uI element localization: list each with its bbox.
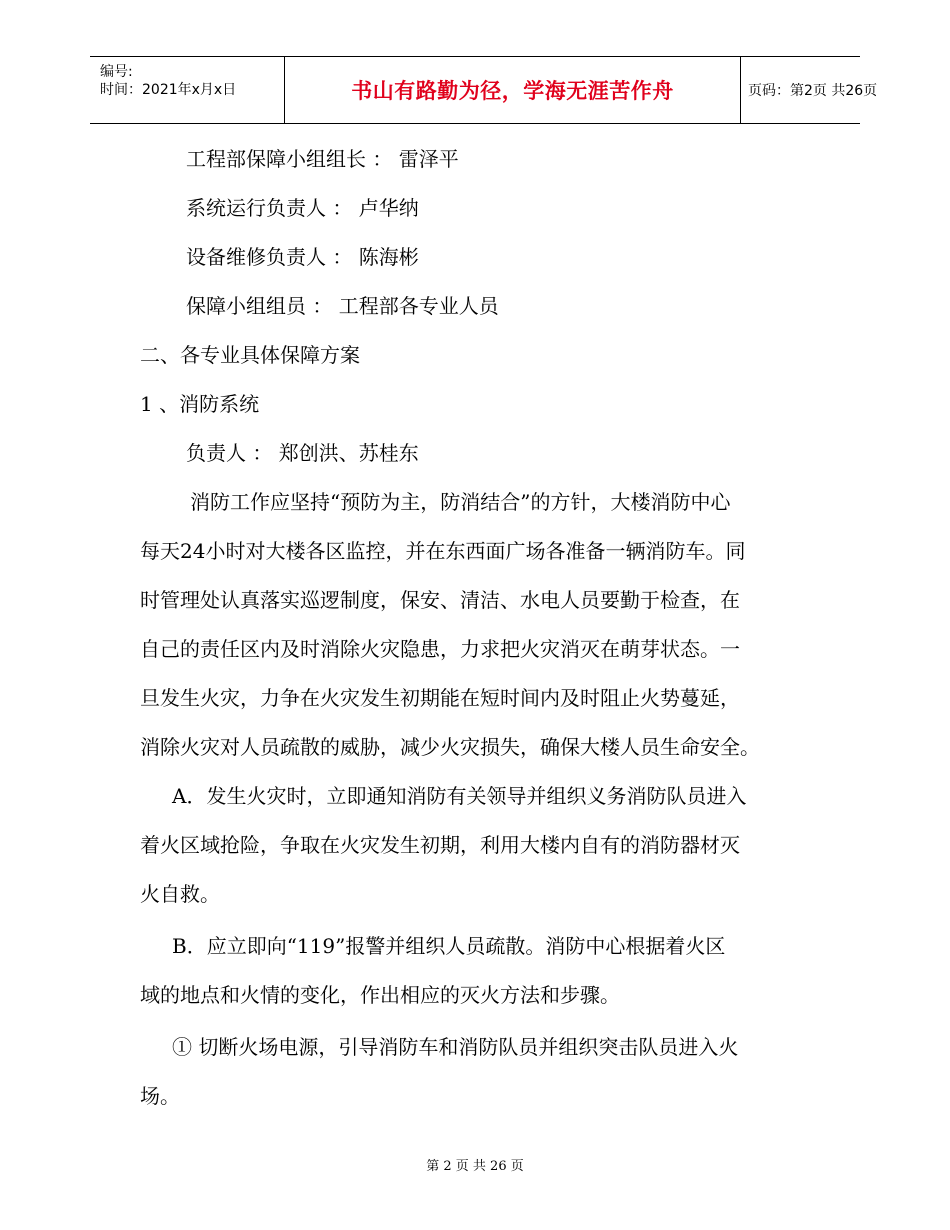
body-line: 场。	[140, 1084, 180, 1108]
header-page-info: 页码：第2页 共26页	[748, 83, 878, 99]
document-number-label: 编号:	[100, 64, 133, 80]
document-time-label: 时间：2021年x月x日	[100, 82, 237, 98]
body-line: B．应立即向“119”报警并组织人员疏散。消防中心根据着火区	[172, 934, 726, 958]
header-motto-cell	[284, 57, 741, 123]
body-line: 域的地点和火情的变化，作出相应的灭火方法和步骤。	[140, 983, 620, 1007]
body-line: A．发生火灾时，立即通知消防有关领导并组织义务消防队员进入	[172, 784, 747, 808]
body-line: 火自救。	[140, 882, 220, 906]
body-line: 负责人 ： 郑创洪、苏桂东	[186, 441, 419, 465]
body-line: 消除火灾对人员疏散的威胁，减少火灾损失，确保大楼人员生命安全。	[140, 735, 760, 759]
body-line: 系统运行负责人 ： 卢华纳	[186, 196, 419, 220]
page-footer: 第 2 页 共 26 页	[426, 1159, 524, 1174]
body-line: ① 切断火场电源，引导消防车和消防队员并组织突击队员进入火	[172, 1035, 739, 1059]
header-meta	[90, 57, 284, 123]
body-line: 保障小组组员 ： 工程部各专业人员	[186, 294, 499, 318]
body-line: 时管理处认真落实巡逻制度，保安、清洁、水电人员要勤于检查，在	[140, 588, 740, 612]
header-page-cell	[740, 57, 878, 123]
body-line: 消防工作应坚持“预防为主，防消结合”的方针，大楼消防中心	[190, 490, 731, 514]
body-line: 旦发生火灾，力争在火灾发生初期能在短时间内及时阻止火势蔓延，	[140, 686, 740, 710]
header-motto: 书山有路勤为径，学海无涯苦作舟	[351, 79, 674, 103]
body-line: 每天24小时对大楼各区监控，并在东西面广场各准备一辆消防车。同	[140, 539, 746, 563]
subsection-heading: 1 、消防系统	[140, 392, 260, 416]
page-header	[90, 56, 878, 124]
section-heading: 二、各专业具体保障方案	[140, 343, 360, 367]
body-line: 工程部保障小组组长 ： 雷泽平	[186, 147, 459, 171]
body-line: 设备维修负责人 ： 陈海彬	[186, 245, 419, 269]
body-line: 着火区域抢险，争取在火灾发生初期，利用大楼内自有的消防器材灭	[140, 833, 740, 857]
body-line: 自己的责任区内及时消除火灾隐患，力求把火灾消灭在萌芽状态。一	[140, 637, 740, 661]
